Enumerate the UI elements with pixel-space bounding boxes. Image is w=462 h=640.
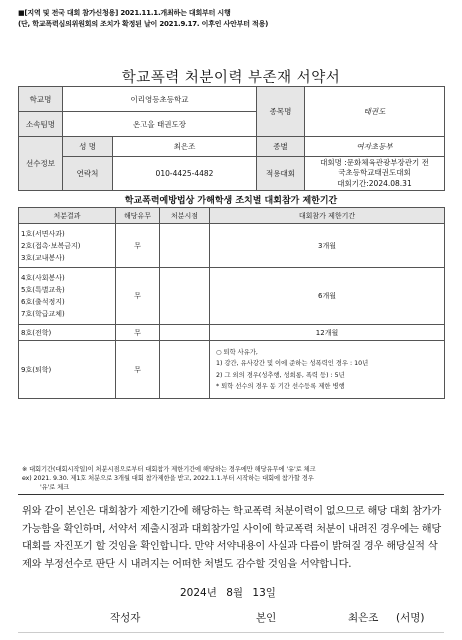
pledge-text: 위와 같이 본인은 대회참가 제한기간에 해당하는 학교폭력 처분이력이 없으므로 해당 대회 참가가 가능함을 확인하며, 서약서 제출시점과 대회참가일 사이에 학교폭력 처분이 내려진 경우에는 해당대회를 자진포기 할 것임을 확인합니다. 만약 서약내용이 사실과 다름이 밝혀질 경우 해당실적 삭제와 부정선수로 판단 시 내려지는 어떠한 처벌도 감수할 것임을 서약합니다. [22,506,442,570]
self-name: 최은조 [348,612,379,624]
team-label: 소속팀명 [19,112,63,137]
result-item: 2호(접촉·보복금지) [21,241,81,250]
team-value: 온고을 태권도장 [63,112,257,137]
footnote-line3: '유'로 체크 [40,484,70,491]
time-cell[interactable] [160,268,210,325]
date-month: 8월 [226,587,244,599]
period-cell [210,341,445,399]
school-value: 이리영등초등학교 [63,87,257,112]
status-cell[interactable]: 무 [116,341,160,399]
period-cell: 6개월 [210,268,445,325]
category-label: 종별 [257,137,305,157]
result-item: 3호(교내봉사) [21,253,65,262]
player-info-table [18,86,445,191]
sport-value: 태권도 [305,87,445,137]
table-row [19,268,445,325]
name-label: 성 명 [63,137,113,157]
restriction-footnote [22,465,446,492]
event-value [305,157,445,191]
header-period: 대회참가 제한기간 [210,208,445,224]
result-item: 9호(퇴학) [21,365,52,374]
time-cell[interactable] [160,224,210,268]
period-cell: 3개월 [210,224,445,268]
status-cell[interactable]: 무 [116,325,160,341]
contact-label: 연락처 [63,157,113,191]
header-time: 처분시점 [160,208,210,224]
header-result: 처분결과 [19,208,116,224]
date-year: 2024년 [180,587,217,599]
header-note [18,8,448,30]
result-item: 5호(특별교육) [21,286,65,294]
period-cell: 12개월 [210,325,445,341]
self-label: 본인 [256,612,277,624]
date-day: 13일 [252,587,276,599]
result-item: 8호(전학) [21,328,52,337]
contact-value: 010-4425-4482 [113,157,257,191]
period-line: * 퇴학 선수의 경우 동 기간 선수등록 제한 병행 [216,383,345,390]
table-row [19,341,445,399]
document-title: 학교폭력 처분이력 부존재 서약서 [121,70,341,86]
header-note-line1: ■[지역 및 전국 대회 참가신청용] 2021.11.1.개최하는 대회부터 시행 [18,9,231,17]
table-row [19,224,445,268]
event-period: 대회기간:2024.08.31 [337,178,412,188]
restriction-table [18,207,445,399]
event-label: 적용대회 [257,157,305,191]
player-label: 선수정보 [19,137,63,191]
signature-divider [18,632,444,633]
result-item: 4호(사회봉사) [21,274,65,282]
status-cell[interactable]: 무 [116,268,160,325]
restriction-subtitle: 학교폭력예방법상 가해학생 조치별 대회참가 제한기간 [124,196,338,206]
table-row [19,325,445,341]
result-item: 6호(출석정지) [21,298,65,306]
divider [18,494,444,495]
result-item: 1호(서면사과) [21,229,65,238]
event-name-line1: 대회명 :문화체육관광부장관기 전 [320,157,429,167]
self-signature-field[interactable]: (서명) [396,612,425,624]
period-line: 1) 강간, 유사강간 및 이에 준하는 성폭력인 경우 : 10년 [216,360,369,367]
school-label: 학교명 [19,87,63,112]
footnote-line2: ex) 2021. 9.30. 제1호 처분으로 3개월 대회 참가제한을 받고, 2022.1.1.부터 시작하는 대회에 참가할 경우 [22,475,314,482]
result-cell [19,341,116,399]
pledge-date [180,585,276,600]
header-note-line2: (단, 학교폭력심의위원회의 조치가 확정된 날이 2021.9.17. 이후인 사안부터 적용) [18,20,269,28]
author-label: 작성자 [110,612,141,624]
time-cell[interactable] [160,325,210,341]
sport-label: 종목명 [257,87,305,137]
result-item: 7호(학급교체) [21,310,65,318]
result-cell [19,224,116,268]
footnote-line1: ※ 대회기간(대회시작일)이 처분시점으로부터 대회참가 제한기간에 해당하는 경우에만 해당유무에 '유'로 체크 [22,466,316,473]
header-status: 해당유무 [116,208,160,224]
time-cell[interactable] [160,341,210,399]
name-value: 최은조 [113,137,257,157]
category-value: 여자초등부 [305,137,445,157]
result-cell [19,268,116,325]
result-cell [19,325,116,341]
period-line: 2) 그 외의 경우(성추행, 성희롱, 폭력 등) : 5년 [216,371,345,379]
period-line: ○ 퇴학 사유가, [216,348,258,356]
event-name-line2: 국초등학교태권도대회 [338,168,411,178]
status-cell[interactable]: 무 [116,224,160,268]
